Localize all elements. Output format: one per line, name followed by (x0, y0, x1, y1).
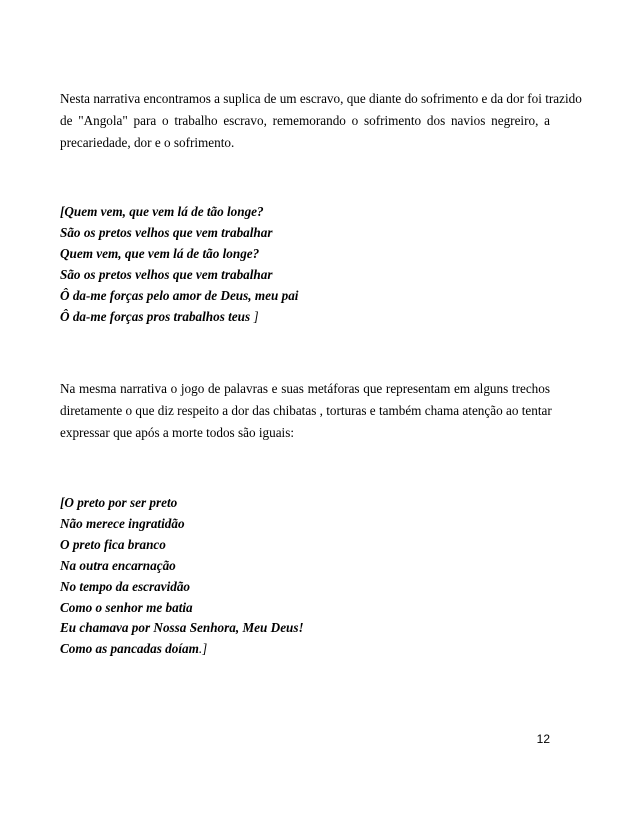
song-verse-quote (60, 202, 480, 327)
verse-line: São os pretos velhos que vem trabalhar (60, 224, 273, 240)
verse-line: O preto fica branco (60, 536, 166, 552)
paragraph-line: diretamente o que diz respeito a dor das chibatas , torturas e também chama atenção ao tentar (60, 403, 552, 418)
verse-line-text: Como as pancadas doíam (60, 641, 199, 657)
verse-line-last (60, 639, 480, 660)
verse-line: [Quem vem, que vem lá de tão longe? (60, 204, 264, 219)
paragraph-line: de "Angola" para o trabalho escravo, rememorando o sofrimento dos navios negreiro, a (60, 113, 550, 128)
paragraph-line: Na mesma narrativa o jogo de palavras e suas metáforas que representam em alguns trechos (60, 381, 550, 396)
intro-paragraph (60, 88, 582, 154)
verse-line: Na outra encarnação (60, 557, 176, 573)
analysis-paragraph (60, 378, 550, 444)
paragraph-line: expressar que após a morte todos são iguais: (60, 425, 295, 440)
verse-line: Como o senhor me batia (60, 599, 193, 615)
verse-line: Não merece ingratidão (60, 515, 185, 531)
paragraph-line: Nesta narrativa encontramos a suplica de um escravo, que diante do sofrimento e da dor foi trazido (60, 91, 582, 106)
verse-line: Eu chamava por Nossa Senhora, Meu Deus! (60, 620, 304, 636)
verse-line-text: Ô da-me forças pros trabalhos teus (60, 308, 251, 324)
verse-line: [O preto por ser preto (60, 495, 178, 510)
verse-line: Ô da-me forças pelo amor de Deus, meu pai (60, 287, 299, 303)
verse-line-last (60, 307, 480, 328)
paragraph-line: precariedade, dor e o sofrimento. (60, 135, 235, 150)
verse-line: No tempo da escravidão (60, 578, 191, 594)
song-verse-quote (60, 493, 480, 660)
verse-closing-bracket: .] (198, 641, 208, 657)
verse-line: São os pretos velhos que vem trabalhar (60, 266, 273, 282)
verse-line: Quem vem, que vem lá de tão longe? (60, 245, 260, 261)
page-number: 12 (536, 732, 550, 746)
verse-closing-bracket: ] (250, 308, 259, 324)
